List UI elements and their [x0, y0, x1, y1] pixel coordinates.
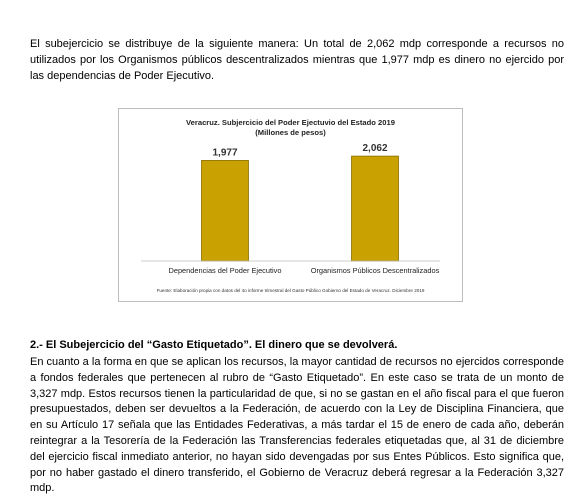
- section-heading: 2.- El Subejercicio del “Gasto Etiquetado”. El dinero que se devolverá.: [30, 339, 398, 351]
- category-label-1: Organismos Públicos Descentralizados: [310, 266, 440, 275]
- body-paragraph: En cuanto a la forma en que se aplican los recursos, la mayor cantidad de recursos no ejercidos corresponde a fondos federales que pertenecen al rubro de “Gasto Etiquetado”. En este caso se trata de un monto de 3,327 mdp. Estos recursos tienen la particularidad de que, si no se gastan en el año fiscal para el que fueron presupuestados, deben ser devueltos a la Federación, de acuerdo con la Ley de Disciplina Financiera, que en su Artículo 17 señala que las Entidades Federativas, a más tardar el 15 de enero de cada año, deberán reintegrar a la Tesorería de la Federación las Transferencias federales etiquetadas que, al 31 de diciembre del ejercicio fiscal inmediato anterior, no hayan sido devengadas por sus Entes Públicos. Esto significa que, por no haber gastado el dinero transferido, el Gobierno de Veracruz deberá regresar a la Federación 3,327 mdp.: [30, 356, 564, 495]
- bar-1: [352, 156, 399, 261]
- bar-value-label-0: 1,977: [212, 147, 238, 159]
- bar-value-label-1: 2,062: [362, 143, 388, 155]
- bar-chart: [118, 108, 463, 302]
- category-label-0: Dependencias del Poder Ejecutivo: [168, 266, 282, 275]
- chart-source-note: Fuente: Elaboración propia con datos del 4o informe trimestral del Gasto Público Gobierno del Estado de Veracruz. Diciembre 2019: [156, 288, 425, 293]
- intro-paragraph: El subejercicio se distribuye de la siguiente manera: Un total de 2,062 mdp corresponde a recursos no utilizados por los Organismos públicos descentralizados mientras que 1,977 mdp es dinero no ejercido por las dependencias de Poder Ejecutivo.: [30, 38, 564, 82]
- chart-title: Veracruz. Subjercicio del Poder Ejectuvio del Estado 2019: [186, 118, 395, 127]
- bar-0: [202, 160, 249, 261]
- chart-subtitle: (Millones de pesos): [255, 128, 326, 137]
- chart-canvas: [119, 109, 462, 301]
